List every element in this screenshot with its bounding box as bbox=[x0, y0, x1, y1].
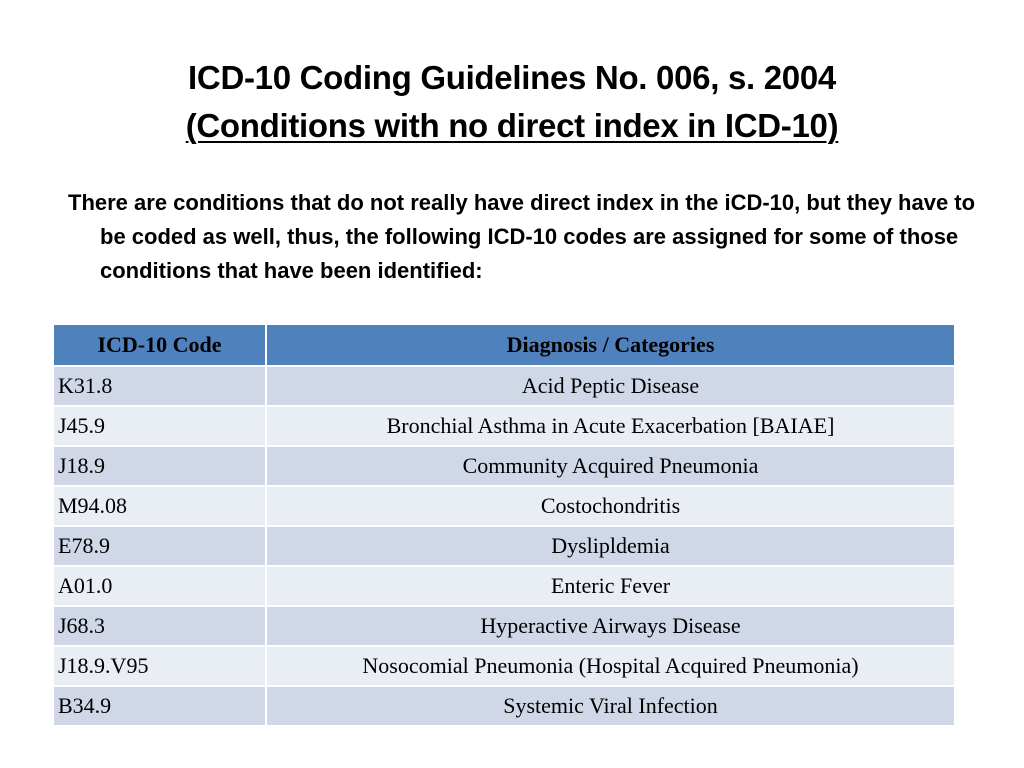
table-row bbox=[53, 686, 955, 726]
table-row bbox=[53, 406, 955, 446]
diagnosis-cell: Hyperactive Airways Disease bbox=[266, 606, 955, 646]
diagnosis-cell: Enteric Fever bbox=[266, 566, 955, 606]
code-cell: J68.3 bbox=[53, 606, 266, 646]
code-cell: B34.9 bbox=[53, 686, 266, 726]
table-row bbox=[53, 606, 955, 646]
header-diagnosis: Diagnosis / Categories bbox=[266, 324, 955, 366]
header-icd-code: ICD-10 Code bbox=[53, 324, 266, 366]
diagnosis-cell: Systemic Viral Infection bbox=[266, 686, 955, 726]
code-cell: J45.9 bbox=[53, 406, 266, 446]
code-cell: A01.0 bbox=[53, 566, 266, 606]
diagnosis-cell: Nosocomial Pneumonia (Hospital Acquired Pneumonia) bbox=[266, 646, 955, 686]
code-cell: J18.9 bbox=[53, 446, 266, 486]
icd-code-table bbox=[52, 323, 956, 727]
table-row bbox=[53, 366, 955, 406]
slide-title bbox=[0, 54, 1024, 150]
diagnosis-cell: Acid Peptic Disease bbox=[266, 366, 955, 406]
diagnosis-cell: Community Acquired Pneumonia bbox=[266, 446, 955, 486]
diagnosis-cell: Dyslipldemia bbox=[266, 526, 955, 566]
table-row bbox=[53, 446, 955, 486]
diagnosis-cell: Bronchial Asthma in Acute Exacerbation [BAIAE] bbox=[266, 406, 955, 446]
table-row bbox=[53, 526, 955, 566]
code-cell: J18.9.V95 bbox=[53, 646, 266, 686]
title-line-1: ICD-10 Coding Guidelines No. 006, s. 2004 bbox=[188, 59, 836, 96]
table-row bbox=[53, 566, 955, 606]
title-line-2: (Conditions with no direct index in ICD-10) bbox=[185, 107, 839, 144]
table-row bbox=[53, 486, 955, 526]
code-cell: K31.8 bbox=[53, 366, 266, 406]
table-row bbox=[53, 646, 955, 686]
table-header-row bbox=[53, 324, 955, 366]
diagnosis-cell: Costochondritis bbox=[266, 486, 955, 526]
code-cell: E78.9 bbox=[53, 526, 266, 566]
code-cell: M94.08 bbox=[53, 486, 266, 526]
intro-paragraph: There are conditions that do not really have direct index in the iCD-10, but they have to be coded as well, thus, the following ICD-10 codes are assigned for some of those conditions that have been identified: bbox=[68, 190, 976, 283]
